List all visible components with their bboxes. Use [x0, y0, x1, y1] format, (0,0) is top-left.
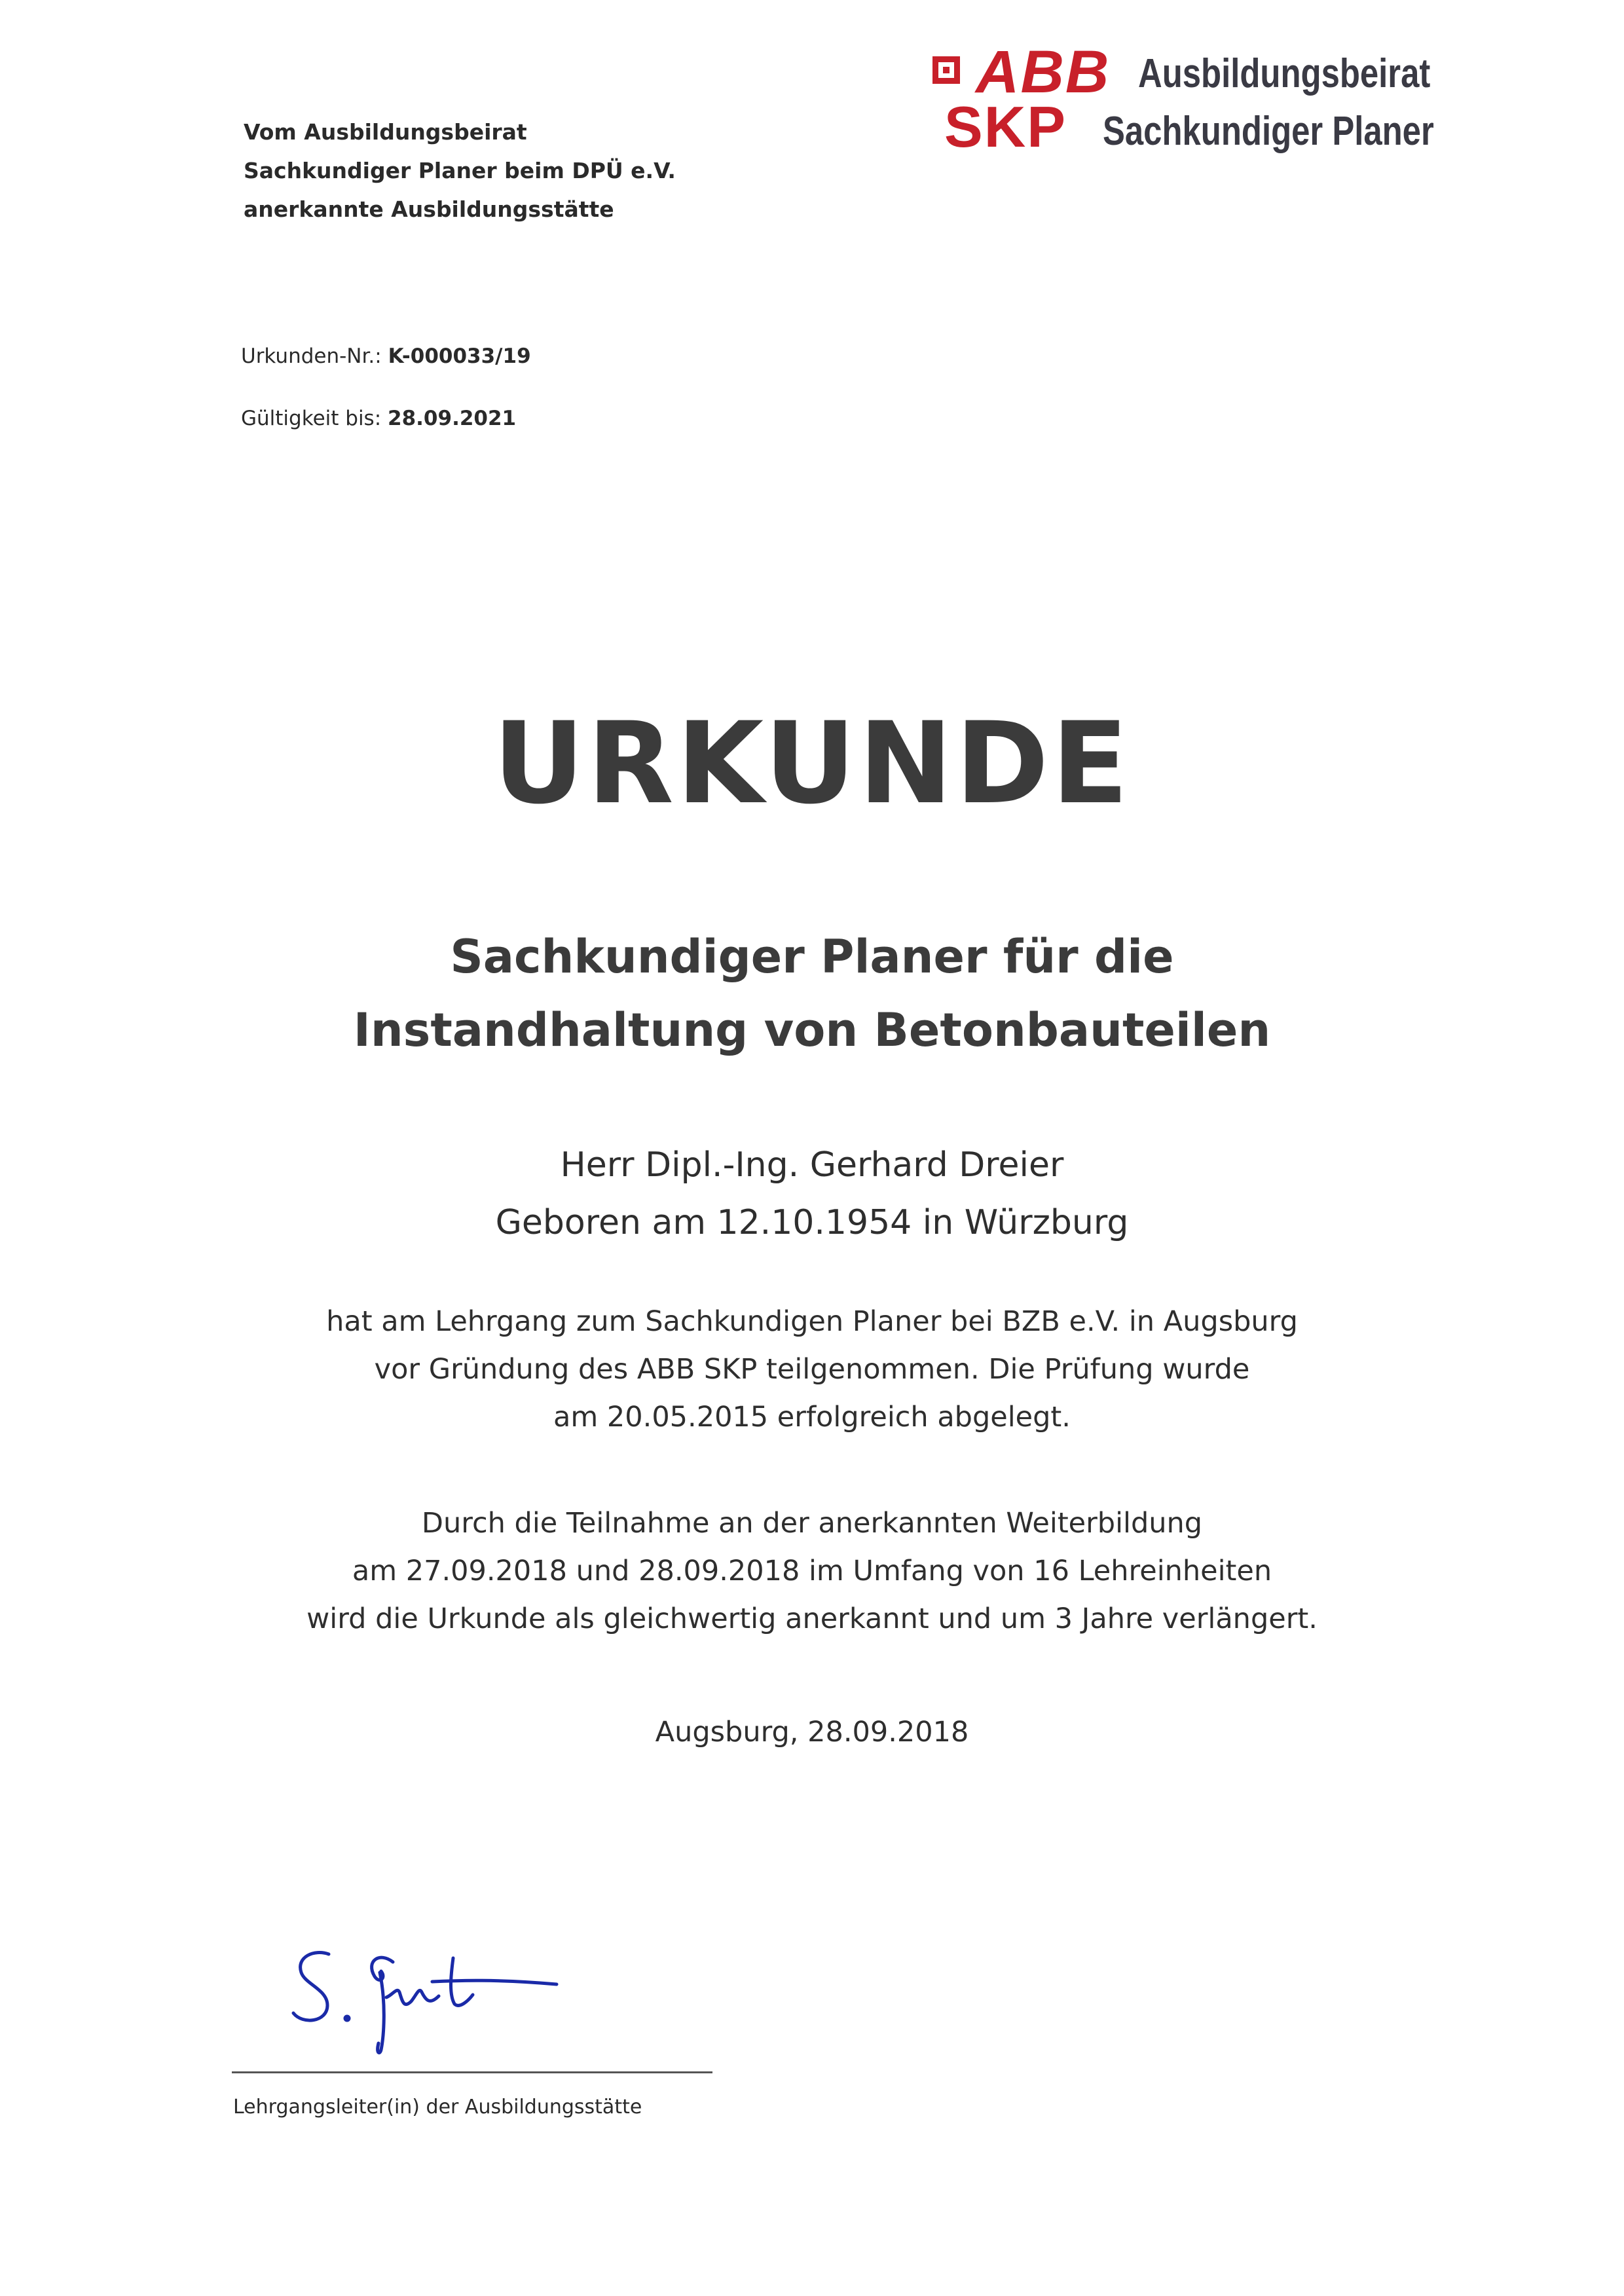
- validity-value: 28.09.2021: [388, 407, 517, 430]
- document-title: URKUNDE: [492, 697, 1132, 829]
- recipient: [0, 1136, 1624, 1251]
- logo-title-2: Sachkundiger Planer: [1103, 109, 1434, 154]
- qualification-line-1: Sachkundiger Planer für die: [450, 930, 1174, 984]
- signature-line: [232, 2071, 712, 2073]
- certificate-number: [241, 344, 531, 368]
- recipient-birth: Geboren am 12.10.1954 in Würzburg: [495, 1203, 1129, 1242]
- handwritten-signature: [288, 1932, 589, 2063]
- signature-caption: Lehrgangsleiter(in) der Ausbildungsstätte: [233, 2096, 642, 2119]
- certificate-number-label: Urkunden-Nr.:: [241, 344, 382, 368]
- paragraph-extension: [0, 1500, 1624, 1643]
- qualification-line-2: Instandhaltung von Betonbauteilen: [353, 1003, 1271, 1057]
- certificate-number-value: K-000033/19: [388, 344, 531, 368]
- validity: [241, 407, 516, 430]
- qualification-title: [0, 920, 1624, 1067]
- abb-skp-logo: [930, 39, 1480, 162]
- logo-abb-text: ABB: [976, 39, 1111, 105]
- issuer-line-2: Sachkundiger Planer beim DPÜ e.V.: [244, 158, 676, 183]
- recipient-name: Herr Dipl.-Ing. Gerhard Dreier: [560, 1145, 1064, 1185]
- paragraph-course: [0, 1298, 1624, 1441]
- paragraph-course-line-3: am 20.05.2015 erfolgreich abgelegt.: [553, 1401, 1071, 1434]
- place-and-date: Augsburg, 28.09.2018: [655, 1716, 969, 1749]
- logo-square-icon: [932, 56, 960, 84]
- paragraph-extension-line-3: wird die Urkunde als gleichwertig anerkannt und um 3 Jahre verlängert.: [306, 1602, 1318, 1635]
- paragraph-course-line-2: vor Gründung des ABB SKP teilgenommen. Die Prüfung wurde: [374, 1353, 1250, 1386]
- logo-skp-text: SKP: [944, 94, 1067, 159]
- paragraph-extension-line-1: Durch die Teilnahme an der anerkannten Weiterbildung: [421, 1507, 1203, 1540]
- paragraph-course-line-1: hat am Lehrgang zum Sachkundigen Planer bei BZB e.V. in Augsburg: [326, 1305, 1298, 1338]
- issuer-line-1: Vom Ausbildungsbeirat: [244, 119, 527, 145]
- issuer-line-3: anerkannte Ausbildungsstätte: [244, 196, 614, 222]
- paragraph-extension-line-2: am 27.09.2018 und 28.09.2018 im Umfang von 16 Lehreinheiten: [352, 1555, 1272, 1587]
- logo-title-1: Ausbildungsbeirat: [1138, 51, 1431, 96]
- issuer-block: [244, 113, 676, 229]
- validity-label: Gültigkeit bis:: [241, 407, 382, 430]
